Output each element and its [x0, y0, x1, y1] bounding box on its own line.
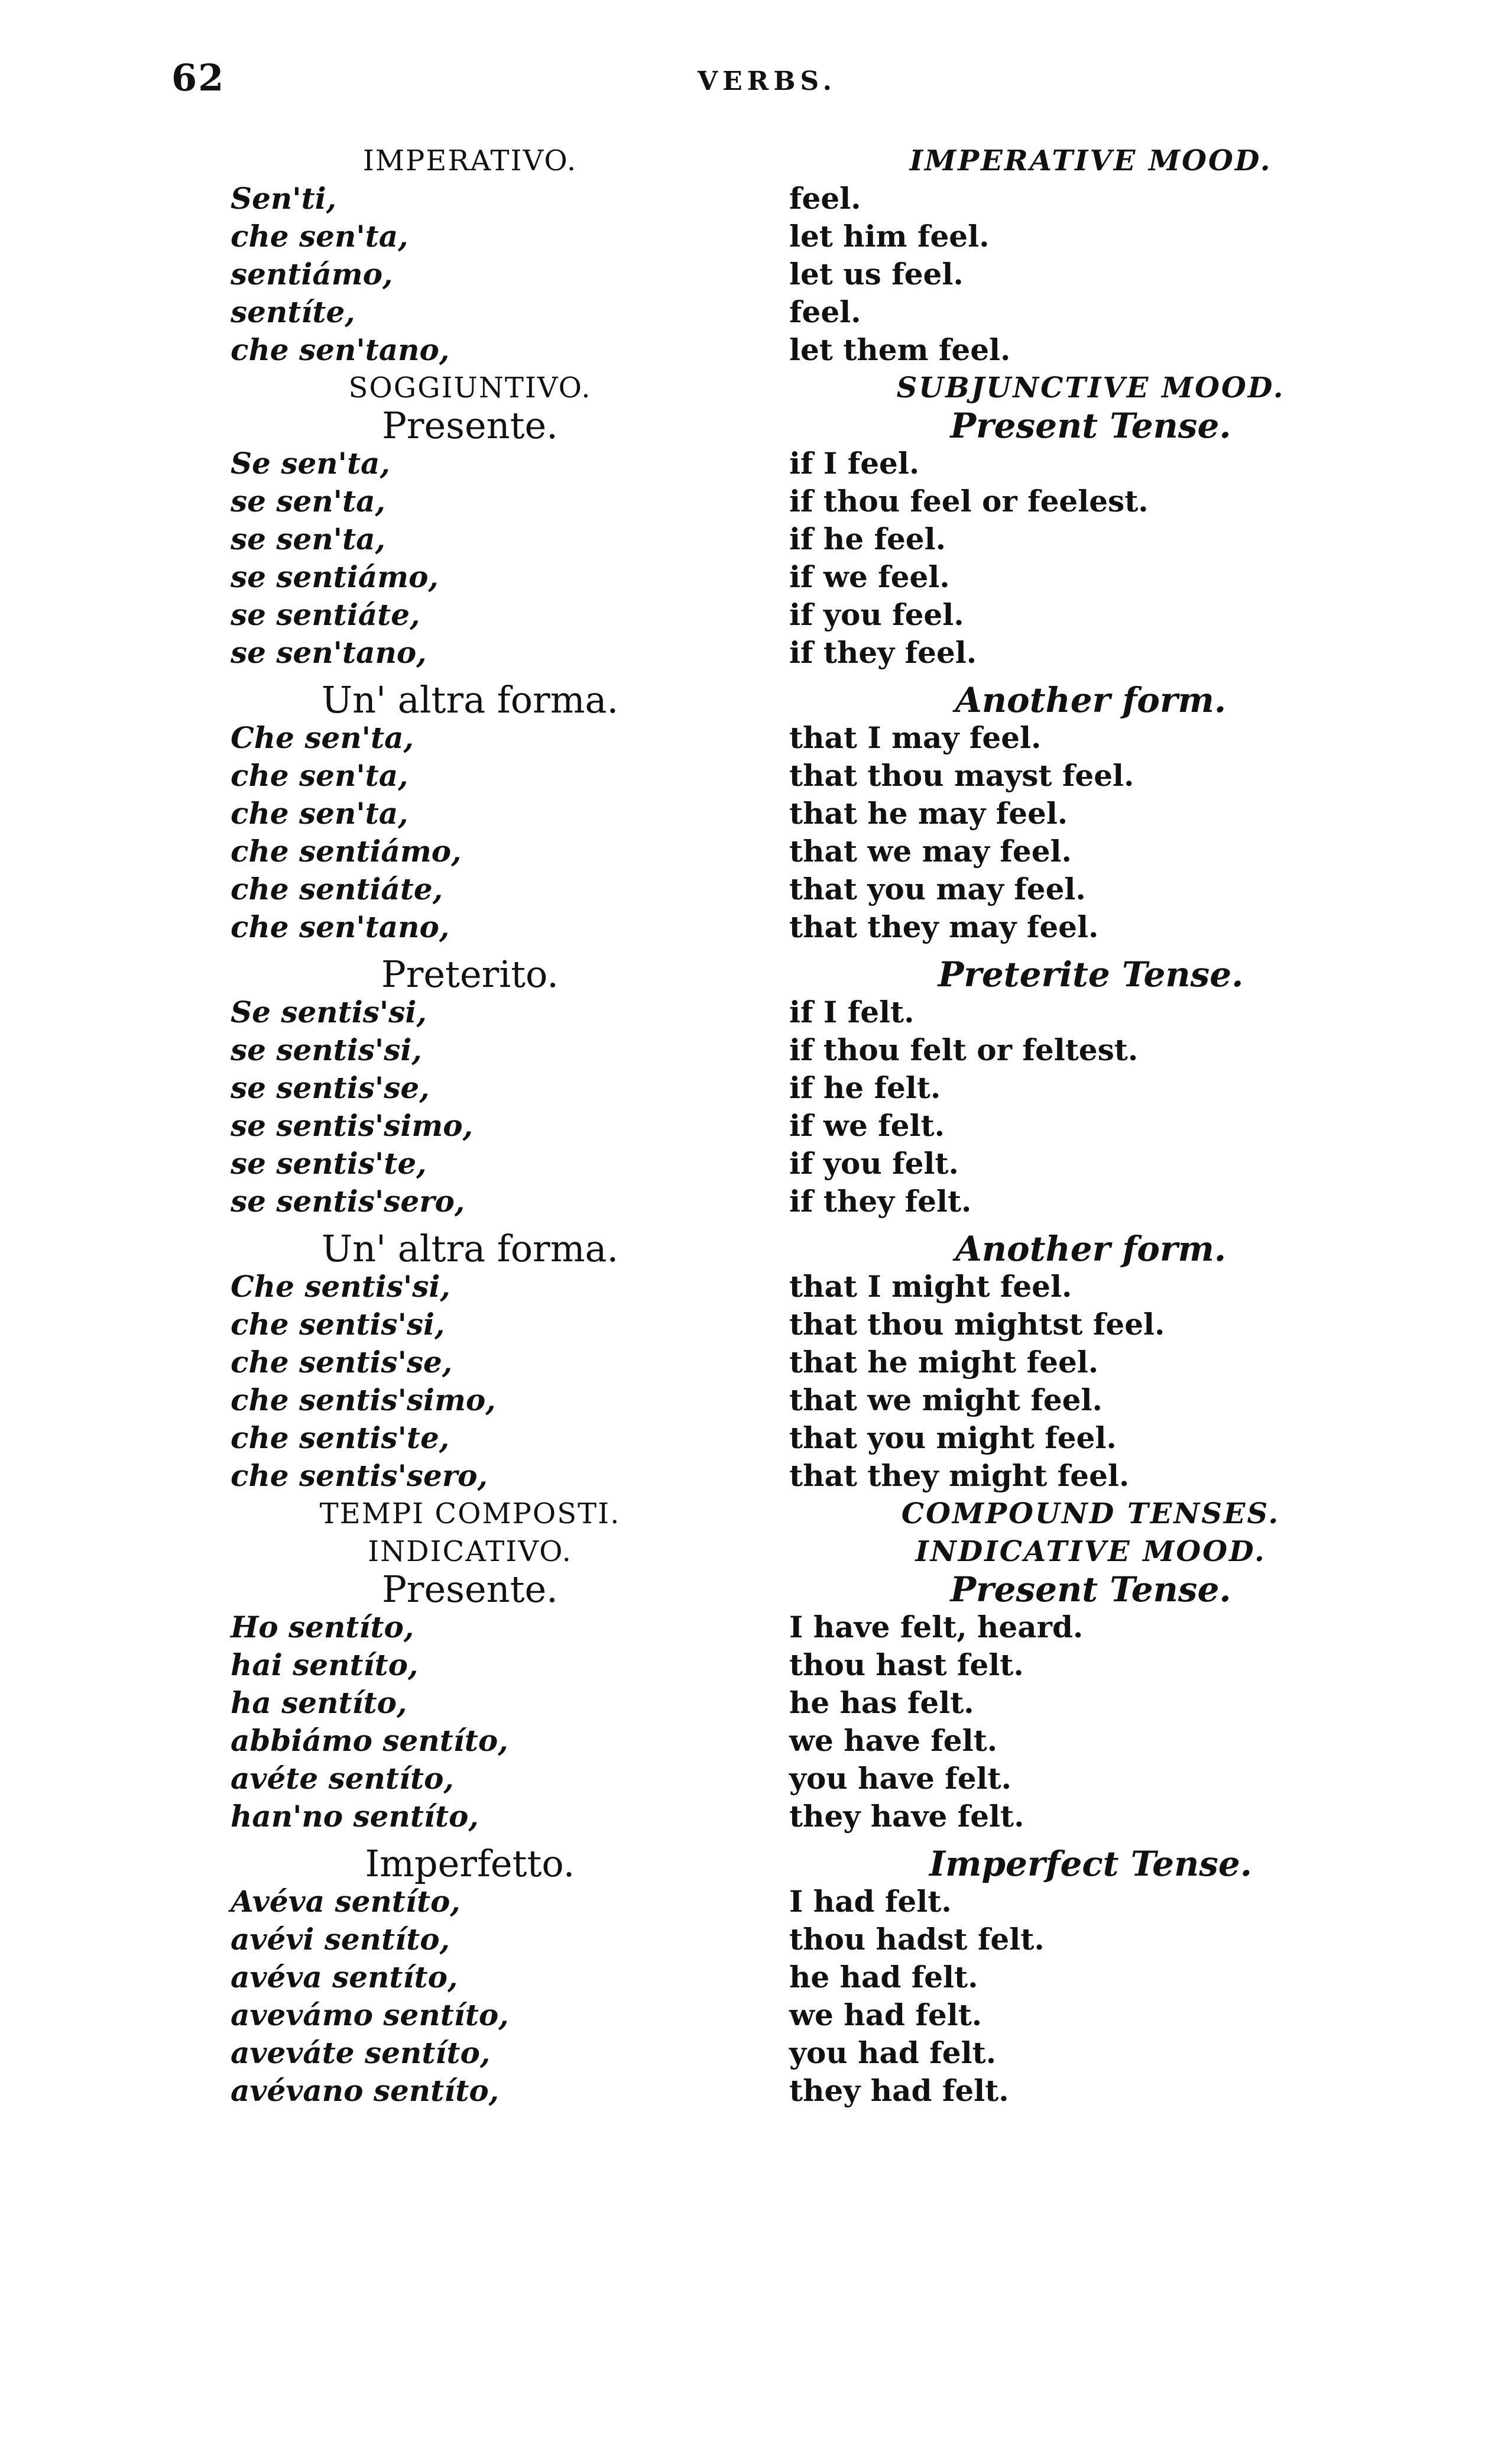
section-heading: IMPERATIVE MOOD. — [909, 144, 1272, 177]
english-translation: if you felt. — [789, 1146, 959, 1181]
english-translation: that you might feel. — [789, 1420, 1117, 1455]
italian-verb-form: Avéva sentíto, — [231, 1884, 461, 1919]
italian-verb-form: che sen'tano, — [231, 332, 450, 367]
italian-verb-form: Se sentis'si, — [231, 995, 427, 1029]
tense-heading: Another form. — [955, 680, 1227, 720]
english-translation: that they may feel. — [789, 909, 1099, 944]
tense-heading: Present Tense. — [950, 406, 1231, 446]
italian-verb-form: aveváte sentíto, — [231, 2035, 491, 2070]
italian-verb-form: ha sentíto, — [231, 1685, 407, 1720]
english-translation: if you feel. — [789, 597, 964, 632]
tense-heading: Un' altra forma. — [321, 678, 619, 721]
english-translation: I had felt. — [789, 1884, 952, 1919]
english-translation: if I feel. — [789, 446, 920, 481]
english-translation: let them feel. — [789, 332, 1011, 367]
tense-heading: Imperfetto. — [365, 1842, 575, 1885]
italian-verb-form: Ho sentíto, — [231, 1610, 414, 1644]
tense-heading: Presente. — [382, 404, 558, 447]
tense-heading: Another form. — [955, 1229, 1227, 1269]
english-translation: that thou mightst feel. — [789, 1307, 1165, 1342]
italian-verb-form: che sentis'se, — [231, 1345, 453, 1380]
italian-verb-form: se sentiámo, — [231, 559, 439, 594]
page-number: 62 — [171, 56, 225, 99]
english-translation: they have felt. — [789, 1799, 1024, 1834]
english-translation: if he felt. — [789, 1070, 941, 1105]
italian-verb-form: avévano sentíto, — [231, 2073, 500, 2108]
italian-verb-form: che sentis'simo, — [231, 1382, 496, 1417]
tense-heading: Preterito. — [381, 953, 559, 996]
english-translation: that they might feel. — [789, 1458, 1130, 1493]
english-translation: if we feel. — [789, 559, 950, 594]
italian-verb-form: se sentis'se, — [231, 1070, 430, 1105]
english-translation: I have felt, heard. — [789, 1610, 1084, 1644]
english-translation: we have felt. — [789, 1723, 998, 1758]
english-translation: that you may feel. — [789, 872, 1086, 906]
italian-verb-form: che sentis'sero, — [231, 1458, 488, 1493]
italian-verb-form: avéte sentíto, — [231, 1761, 454, 1796]
italian-verb-form: se sentis'te, — [231, 1146, 427, 1181]
english-translation: if they feel. — [789, 635, 977, 670]
running-head: VERBS. — [698, 66, 836, 96]
italian-verb-form: se sentis'simo, — [231, 1108, 474, 1143]
italian-verb-form: Che sen'ta, — [231, 720, 414, 755]
italian-verb-form: che sen'tano, — [231, 909, 450, 944]
english-translation: you have felt. — [789, 1761, 1012, 1796]
english-translation: if thou felt or feltest. — [789, 1032, 1139, 1067]
tense-heading: Preterite Tense. — [938, 954, 1244, 995]
english-translation: if he feel. — [789, 522, 946, 556]
section-heading: COMPOUND TENSES. — [901, 1497, 1280, 1530]
section-heading: INDICATIVO. — [368, 1535, 572, 1568]
english-translation: let us feel. — [789, 257, 964, 292]
italian-verb-form: Sen'ti, — [231, 181, 337, 216]
italian-verb-form: che sen'ta, — [231, 796, 408, 831]
english-translation: if I felt. — [789, 995, 915, 1029]
italian-verb-form: avévi sentíto, — [231, 1922, 450, 1957]
english-translation: that I might feel. — [789, 1269, 1072, 1304]
section-heading: SUBJUNCTIVE MOOD. — [896, 371, 1285, 404]
italian-verb-form: avevámo sentíto, — [231, 1997, 509, 2032]
tense-heading: Imperfect Tense. — [929, 1844, 1252, 1884]
tense-heading: Un' altra forma. — [321, 1227, 619, 1270]
italian-verb-form: hai sentíto, — [231, 1647, 419, 1682]
italian-verb-form: han'no sentíto, — [231, 1799, 479, 1834]
english-translation: that he might feel. — [789, 1345, 1099, 1380]
section-heading: TEMPI COMPOSTI. — [319, 1497, 621, 1530]
english-translation: feel. — [789, 294, 861, 329]
english-translation: he had felt. — [789, 1960, 978, 1994]
english-column — [789, 142, 1321, 2110]
italian-verb-form: sentiámo, — [231, 257, 393, 292]
section-heading: SOGGIUNTIVO. — [348, 371, 592, 404]
tense-heading: Presente. — [382, 1568, 558, 1611]
english-translation: feel. — [789, 181, 861, 216]
section-heading: INDICATIVE MOOD. — [915, 1535, 1266, 1568]
english-translation: we had felt. — [789, 1997, 983, 2032]
english-translation: he has felt. — [789, 1685, 974, 1720]
italian-verb-form: abbiámo sentíto, — [231, 1723, 508, 1758]
italian-verb-form: sentíte, — [231, 294, 355, 329]
italian-verb-form: se sen'ta, — [231, 484, 385, 519]
english-translation: if thou feel or feelest. — [789, 484, 1149, 519]
english-translation: that we might feel. — [789, 1382, 1103, 1417]
italian-verb-form: se sen'tano, — [231, 635, 427, 670]
italian-verb-form: se sen'ta, — [231, 522, 385, 556]
english-translation: if they felt. — [789, 1184, 972, 1219]
italian-verb-form: Se sen'ta, — [231, 446, 390, 481]
italian-verb-form: che sen'ta, — [231, 219, 408, 254]
italian-verb-form: se sentis'sero, — [231, 1184, 465, 1219]
english-translation: thou hadst felt. — [789, 1922, 1045, 1957]
italian-column — [231, 142, 887, 2110]
italian-verb-form: che sentis'si, — [231, 1307, 445, 1342]
english-translation: that he may feel. — [789, 796, 1068, 831]
italian-verb-form: che sentiáte, — [231, 872, 443, 906]
italian-verb-form: avéva sentíto, — [231, 1960, 458, 1994]
english-translation: let him feel. — [789, 219, 990, 254]
section-heading: IMPERATIVO. — [362, 144, 578, 177]
italian-verb-form: Che sentis'si, — [231, 1269, 450, 1304]
english-translation: that we may feel. — [789, 834, 1072, 869]
english-translation: thou hast felt. — [789, 1647, 1024, 1682]
italian-verb-form: se sentiáte, — [231, 597, 420, 632]
italian-verb-form: che sentiámo, — [231, 834, 462, 869]
english-translation: they had felt. — [789, 2073, 1009, 2108]
english-translation: that I may feel. — [789, 720, 1042, 755]
english-translation: if we felt. — [789, 1108, 945, 1143]
italian-verb-form: se sentis'si, — [231, 1032, 422, 1067]
tense-heading: Present Tense. — [950, 1569, 1231, 1610]
italian-verb-form: che sentis'te, — [231, 1420, 450, 1455]
english-translation: that thou mayst feel. — [789, 758, 1134, 793]
italian-verb-form: che sen'ta, — [231, 758, 408, 793]
english-translation: you had felt. — [789, 2035, 997, 2070]
